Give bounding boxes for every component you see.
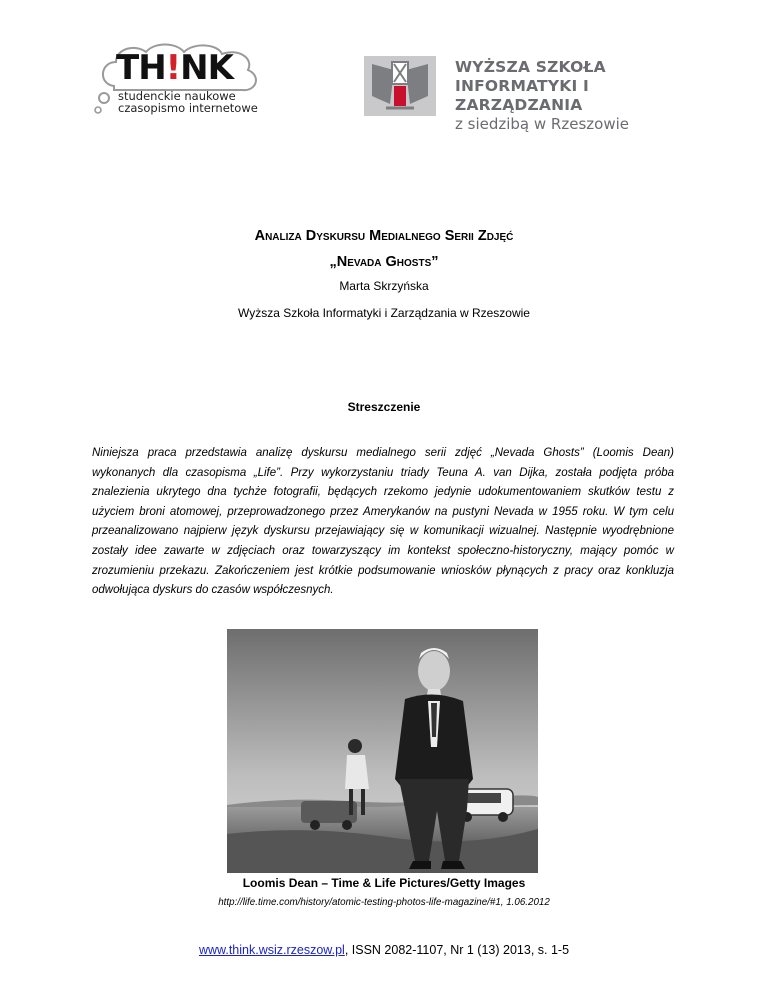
- footer: [0, 943, 768, 957]
- author-name: Marta Skrzyńska: [339, 279, 429, 293]
- wsiz-name: WYŻSZA SZKOŁA INFORMATYKI I ZARZĄDZANIA z siedzibą w Rzeszowie: [455, 58, 629, 133]
- think-logo: [92, 40, 270, 122]
- author-affiliation: Wyższa Szkoła Informatyki i Zarządzania w Rzeszowie: [238, 306, 530, 320]
- think-tagline: studenckie naukowe czasopismo internetowe: [118, 89, 258, 115]
- think-wordmark: TH!NK: [116, 48, 233, 88]
- wsiz-logo: [364, 56, 720, 133]
- abstract-heading: Streszczenie: [347, 400, 421, 414]
- journal-link[interactable]: www.think.wsiz.rzeszow.pl: [198, 943, 345, 957]
- nevada-ghosts-photo: [227, 629, 538, 873]
- footer-issn: , ISSN 2082-1107, Nr 1 (13) 2013, s. 1-5: [344, 943, 570, 957]
- figure-source: http://life.time.com/history/atomic-testing-photos-life-magazine/#1, 1.06.2012: [218, 897, 550, 908]
- abstract-text: Niniejsza praca przedstawia analizę dyskursu medialnego serii zdjęć „Nevada Ghosts” (Loomis Dean) wykonanych dla czasopisma „Life”. Przy wykorzystaniu triady Teuna A. van Dijka, została podjęta próba znalezienia ukrytego dna tychże fotografii, będących rzekomo jedynie udokumentowaniem skutków testu z użyciem broni atomowej, przeprowadzonego przez Amerykanów na pustyni Nevada w 1955 roku. W tym celu przeanalizowano najpierw język dyskursu przejawiający się w komunikacji wizualnej. Następnie wyodrębnione zostały idee zawarte w zdjęciach oraz towarzyszący im kontekst społeczno-historyczny, mający pomóc w zrozumieniu przekazu. Zakończeniem jest krótkie podsumowanie wniosków płynących z pracy oraz konkluzja odwołująca dyskurs do czasów współczesnych.: [92, 447, 674, 597]
- title-line-2: „Nevada Ghosts”: [329, 254, 439, 270]
- university-emblem-icon: [364, 56, 436, 116]
- article-title: [0, 223, 768, 275]
- figure-caption: Loomis Dean – Time & Life Pictures/Getty Images: [242, 876, 526, 890]
- title-line-1: Analiza Dyskursu Medialnego Serii Zdjęć: [254, 228, 514, 244]
